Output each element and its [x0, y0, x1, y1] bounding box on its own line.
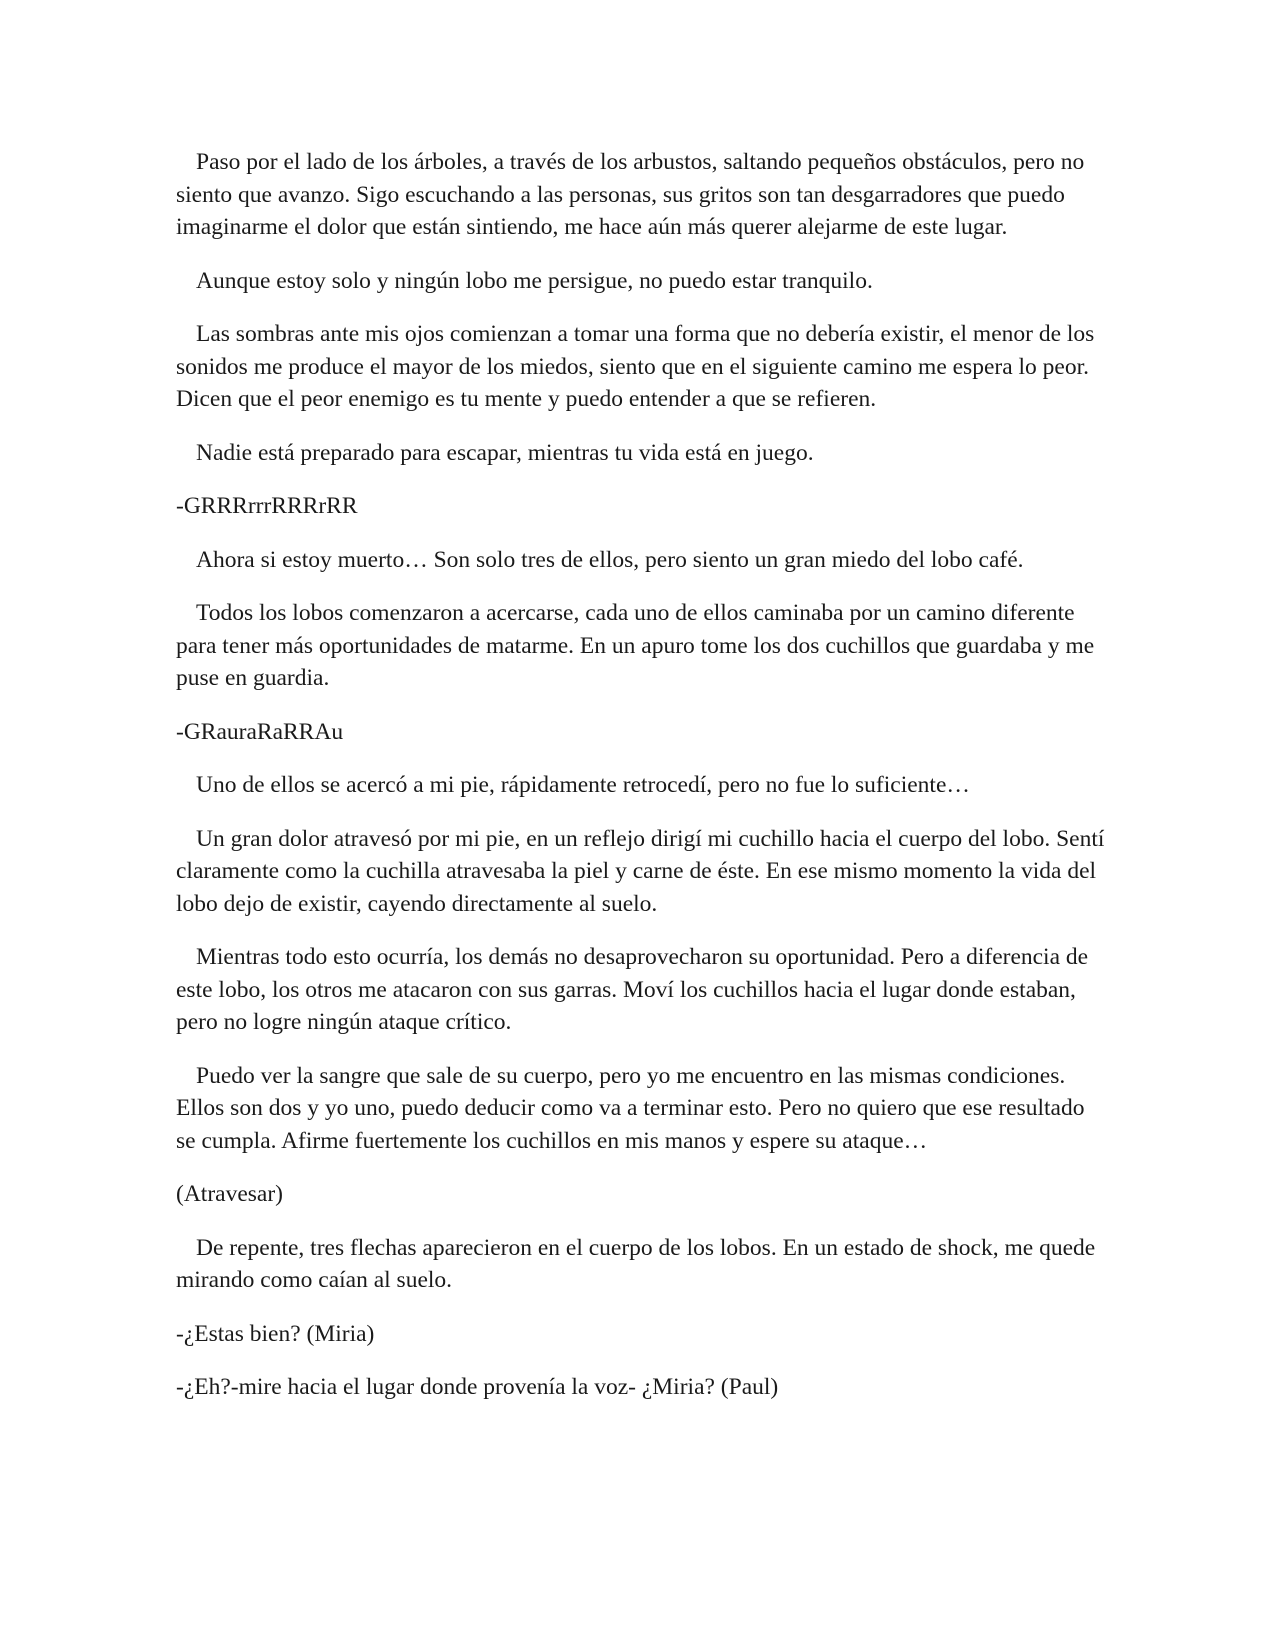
paragraph-13: (Atravesar)	[176, 1181, 283, 1207]
paragraph-8: -GRauraRaRRAu	[176, 718, 344, 745]
paragraph-15: -¿Estas bien? (Miria)	[176, 1320, 375, 1347]
paragraph-9: Uno de ellos se acercó a mi pie, rápidamente retrocedí, pero no fue lo suficiente…	[196, 772, 970, 798]
paragraph-2: Aunque estoy solo y ningún lobo me persigue, no puedo estar tranquilo.	[196, 267, 873, 294]
paragraph-3: Las sombras ante mis ojos comienzan a tomar una forma que no debería existir, el menor de los sonidos me produce el mayor de los miedos, siento que en el siguiente camino me espera lo peor. Dicen que el peor enemigo es tu mente y puedo entender a que se refieren.	[176, 321, 1095, 412]
paragraph-1: Paso por el lado de los árboles, a través de los arbustos, saltando pequeños obstáculos, pero no siento que avanzo. Sigo escuchando a las personas, sus gritos son tan desgarradores que puedo imaginarme el dolor que están sintiendo, me hace aún más querer alejarme de este lugar.	[176, 149, 1085, 240]
paragraph-16: -¿Eh?-mire hacia el lugar donde provenía la voz- ¿Miria? (Paul)	[176, 1374, 779, 1400]
paragraph-10: Un gran dolor atravesó por mi pie, en un reflejo dirigí mi cuchillo hacia el cuerpo del lobo. Sentí claramente como la cuchilla atravesaba la piel y carne de éste. En ese mismo momento la vida del lobo dejo de existir, cayendo directamente al suelo.	[176, 825, 1105, 917]
paragraph-4: Nadie está preparado para escapar, mientras tu vida está en juego.	[196, 439, 814, 466]
text-column	[176, 146, 1106, 1425]
paragraph-7: Todos los lobos comenzaron a acercarse, cada uno de ellos caminaba por un camino diferente para tener más oportunidades de matarme. En un apuro tome los dos cuchillos que guardaba y me puse en guardia.	[176, 600, 1095, 691]
paragraph-5: -GRRRrrrRRRrRR	[176, 493, 358, 519]
paragraph-6: Ahora si estoy muerto… Son solo tres de ellos, pero siento un gran miedo del lobo café.	[196, 546, 1024, 573]
paragraph-11: Mientras todo esto ocurría, los demás no desaprovecharon su oportunidad. Pero a diferencia de este lobo, los otros me atacaron con sus garras. Moví los cuchillos hacia el lugar donde estaban, pero no logre ningún ataque crítico.	[176, 944, 1089, 1035]
paragraph-12: Puedo ver la sangre que sale de su cuerpo, pero yo me encuentro en las mismas condiciones. Ellos son dos y yo uno, puedo deducir como va a terminar esto. Pero no quiero que ese resultado se cumpla. Afirme fuertemente los cuchillos en mis manos y espere su ataque…	[176, 1062, 1085, 1154]
paragraph-14: De repente, tres flechas aparecieron en el cuerpo de los lobos. En un estado de shock, me quede mirando como caían al suelo.	[176, 1234, 1096, 1293]
